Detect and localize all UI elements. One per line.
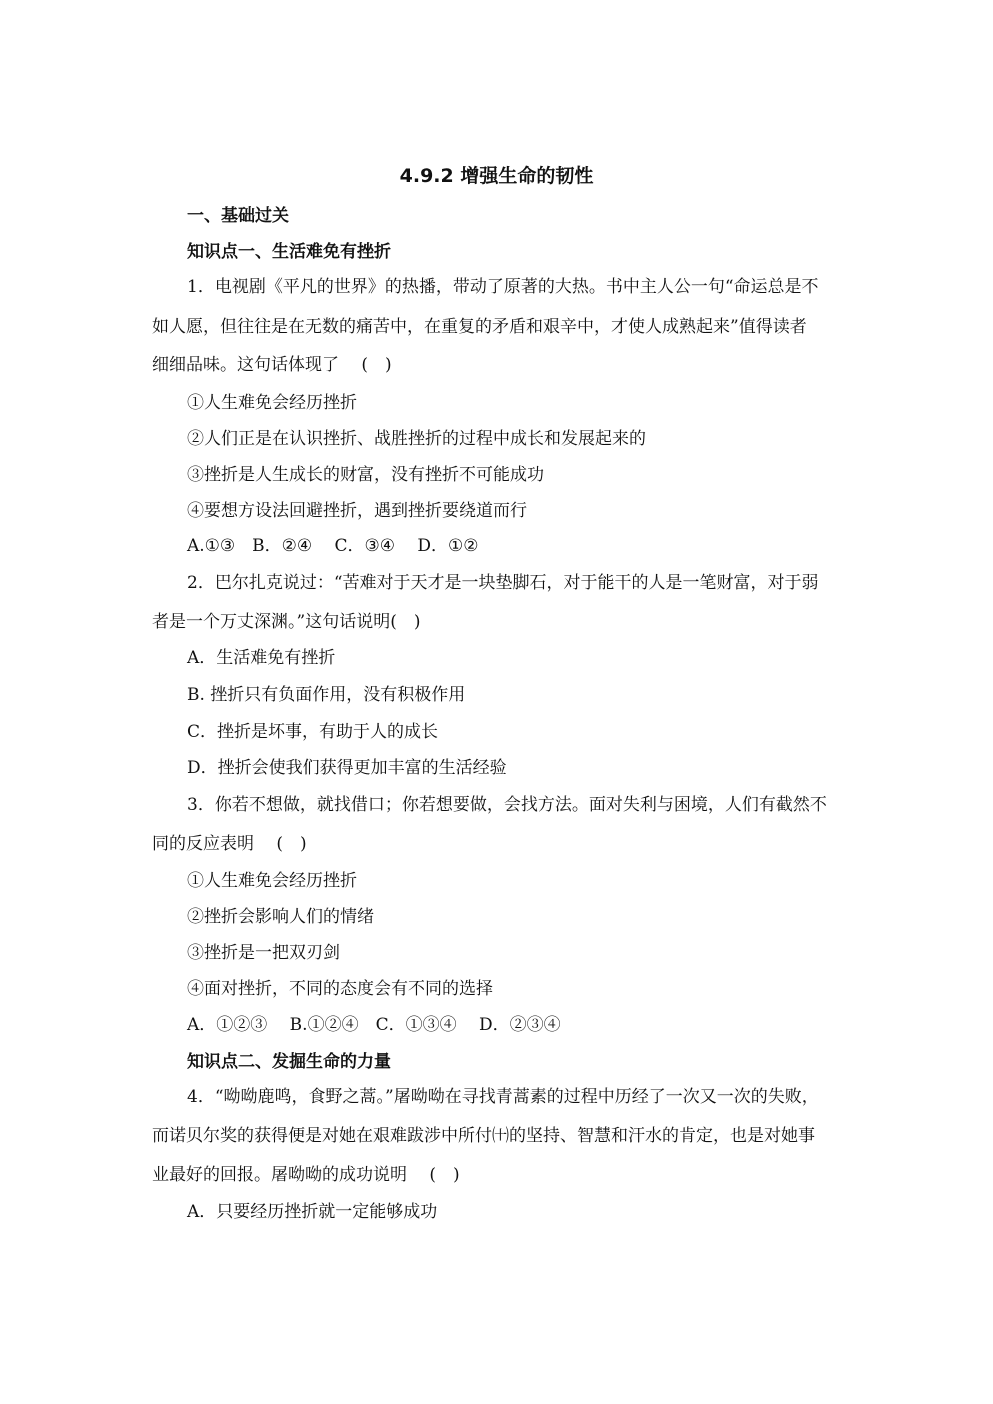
question-1-statement: ②人们正是在认识挫折、战胜挫折的过程中成长和发展起来的 <box>187 429 646 449</box>
knowledge-point-heading: 知识点二、发掘生命的力量 <box>187 1052 391 1072</box>
question-3-statement: ③挫折是一把双刃剑 <box>187 943 340 963</box>
question-2-text: 2．巴尔扎克说过：“苦难对于天才是一块垫脚石，对于能干的人是一笔财富，对于弱 <box>187 573 819 593</box>
knowledge-point-heading: 知识点一、生活难免有挫折 <box>187 242 391 262</box>
question-1-statement: ①人生难免会经历挫折 <box>187 393 357 413</box>
question-4-text: 4．“呦呦鹿鸣，食野之蒿。”屠呦呦在寻找青蒿素的过程中历经了一次又一次的失败， <box>187 1087 819 1107</box>
question-1-statement: ④要想方设法回避挫折，遇到挫折要绕道而行 <box>187 501 527 521</box>
question-3-statement: ②挫折会影响人们的情绪 <box>187 907 374 927</box>
question-3-statement: ①人生难免会经历挫折 <box>187 871 357 891</box>
question-3-text: 同的反应表明 ( ) <box>152 834 307 854</box>
question-4-option-a: A．只要经历挫折就一定能够成功 <box>187 1202 438 1222</box>
page-title: 4.9.2 增强生命的韧性 <box>399 165 594 187</box>
question-1-options: A.①③ B．②④ C．③④ D．①② <box>187 536 479 556</box>
question-3-options: A．①②③ B.①②④ C．①③④ D．②③④ <box>187 1015 561 1035</box>
question-2-option-c: C．挫折是坏事，有助于人的成长 <box>187 722 439 742</box>
question-1-text: 1．电视剧《平凡的世界》的热播，带动了原著的大热。书中主人公一句“命运总是不 <box>187 277 819 297</box>
question-1-text: 细细品味。这句话体现了 ( ) <box>152 355 392 375</box>
question-4-text: 业最好的回报。屠呦呦的成功说明 ( ) <box>152 1165 460 1185</box>
question-2-option-d: D．挫折会使我们获得更加丰富的生活经验 <box>187 758 507 778</box>
question-1-text: 如人愿，但往往是在无数的痛苦中，在重复的矛盾和艰辛中，才使人成熟起来”值得读者 <box>152 317 807 337</box>
question-2-text: 者是一个万丈深渊。”这句话说明( ) <box>152 612 421 632</box>
question-2-option-a: A．生活难免有挫折 <box>187 648 336 668</box>
question-1-statement: ③挫折是人生成长的财富，没有挫折不可能成功 <box>187 465 544 485</box>
question-3-text: 3．你若不想做，就找借口；你若想要做，会找方法。面对失利与困境，人们有截然不 <box>187 795 827 815</box>
question-4-text: 而诺贝尔奖的获得便是对她在艰难跋涉中所付㈩的坚持、智慧和汗水的肯定，也是对她事 <box>152 1126 815 1146</box>
section-heading: 一、基础过关 <box>187 206 289 226</box>
question-2-option-b: B. 挫折只有负面作用，没有积极作用 <box>187 685 466 705</box>
question-3-statement: ④面对挫折，不同的态度会有不同的选择 <box>187 979 493 999</box>
